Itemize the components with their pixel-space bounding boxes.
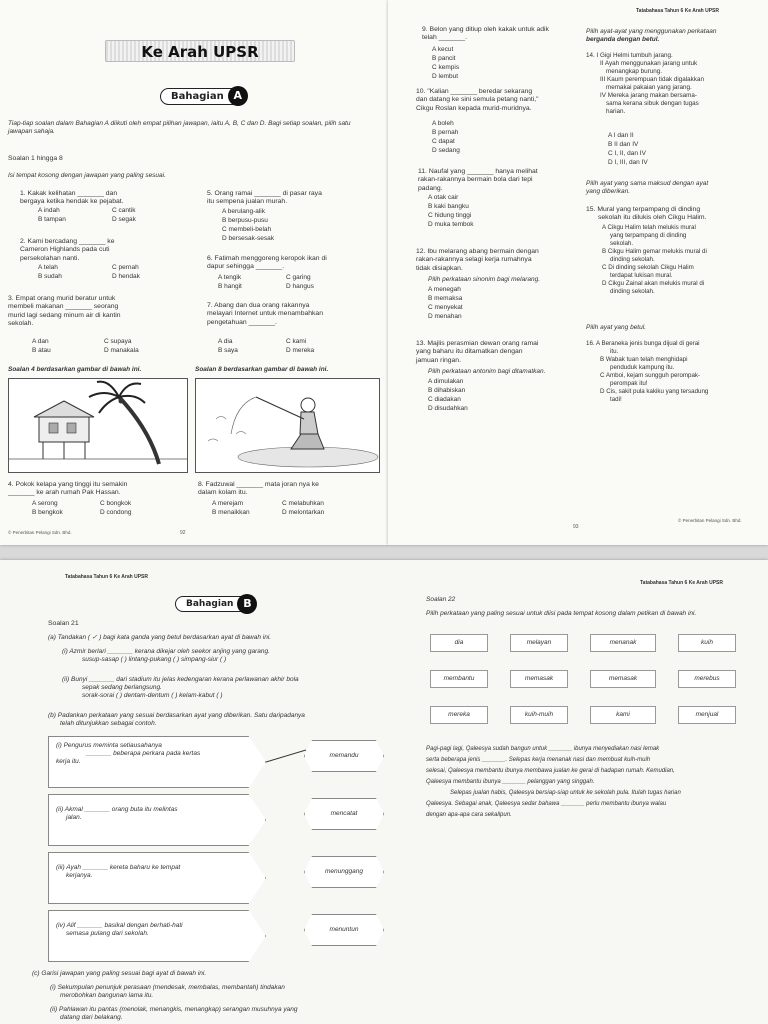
section-badge-a	[160, 88, 247, 105]
question-5: 5. Orang ramai _______ di pasar raya itu sempena jualan murah.	[207, 190, 322, 206]
option[interactable]: A dan	[32, 338, 49, 345]
option[interactable]: B pernah	[432, 129, 459, 136]
publisher-footer: © Penerbitan Pelangi Sdn. Bhd.	[678, 518, 742, 523]
publisher-footer: © Penerbitan Pelangi Sdn. Bhd.	[8, 530, 72, 535]
section-letter: A	[228, 86, 248, 106]
option[interactable]: A merejam	[212, 500, 244, 507]
part-c-item-i[interactable]: (i) Sekumpulan penunjuk perasaan (mendesak, membalas, membantah) tindakan merobohkan bangunan lama itu.	[50, 984, 285, 999]
house-coconut-tree-image	[8, 378, 188, 473]
part-b-instruction: (b) Padankan perkataan yang sesuai berdasarkan ayat yang diberikan. Satu daripadanya telah ditunjukkan sebagai contoh.	[48, 712, 305, 727]
word-box[interactable]: kuih	[678, 634, 736, 652]
option[interactable]: B saya	[218, 347, 238, 354]
option[interactable]: C dapat	[432, 138, 455, 145]
option[interactable]: D bersesak-sesak	[222, 235, 275, 242]
question-7: 7. Abang dan dua orang rakannya melayari Internet untuk menambahkan pengetahuan _______.	[207, 302, 323, 326]
question-11: 11. Naufal yang _______ hanya melihat rakan-rakannya bermain bola dari tepi padang.	[418, 168, 538, 192]
section-intro: Tiap-tiap soalan dalam Bahagian A diikuti oleh empat pilihan jawapan, iaitu A, B, C dan D. Bagi setiap soalan, pilih satu jawapan sahaja.	[8, 120, 351, 135]
soalan-range: Soalan 1 hingga 8	[8, 155, 63, 162]
running-header: Tatabahasa Tahun 6 Ke Arah UPSR	[636, 8, 719, 14]
question-13-instruction: Pilih perkataan antonim bagi ditamatkan.	[428, 368, 546, 375]
question-13: 13. Majlis perasmian dewan orang ramai yang baharu itu ditamatkan dengan jamuan ringan.	[416, 340, 539, 364]
option[interactable]: D mereka	[286, 347, 315, 354]
part-a-instruction: (a) Tandakan ( ✓ ) bagi kata ganda yang betul berdasarkan ayat di bawah ini.	[48, 634, 272, 641]
option[interactable]: D muka tembok	[428, 221, 474, 228]
running-header-left: Tatabahasa Tahun 6 Ke Arah UPSR	[65, 574, 148, 580]
option[interactable]: A berulang-alik	[222, 208, 265, 215]
page-title: Ke Arah UPSR	[105, 40, 295, 62]
page-bahagian-b	[0, 560, 768, 1024]
soalan-22: Soalan 22	[426, 596, 456, 603]
part-a-item-i[interactable]: (i) Azmir berlari _______ kerana dikejar oleh seekor anjing yang garang. susup-sasap ( ) lintang-pukang ( ) simpang-siur ( )	[62, 648, 270, 663]
instruction-16: Pilih ayat yang betul.	[586, 324, 646, 331]
match-word-4-label: menuntun	[329, 926, 359, 933]
soalan-22-instruction: Pilih perkataan yang paling sesuai untuk diisi pada tempat kosong dalam petikan di bawah ini.	[426, 610, 697, 617]
option[interactable]: A dimulakan	[428, 378, 464, 385]
match-word-2-label: mencatat	[330, 810, 358, 817]
soalan-8-caption: Soalan 8 berdasarkan gambar di bawah ini.	[195, 366, 329, 373]
option[interactable]: A boleh	[432, 120, 454, 127]
passage: Pagi-pagi lagi, Qaleesya sudah bangun untuk _______ ibunya menyediakan nasi lemak serta beberapa jenis _______. Selepas kerja menanak nasi dan membuat kuih-muih selesai, Qaleesya membantu ibunya membawa jualan ke gerai di hadapan rumah. Kemudian, Qaleesya membantu ibunya _______ pelanggan yang singgah. Selepas jualan habis, Qaleesya bersiap-siap untuk ke sekolah pula. Itulah tugas harian Qaleesya. Sebagai anak, Qaleesya sedar bahawa _______ perlu membantu ibunya walau dengan apa-apa cara sekalipun.	[426, 746, 681, 818]
section-letter: B	[237, 594, 257, 614]
option[interactable]: B memaksa	[428, 295, 463, 302]
question-10: 10. "Kalian _______ beredar sekarang dan datang ke sini semula petang nanti," Cikgu Roslan kepada murid-muridnya.	[416, 88, 539, 112]
option[interactable]: D condong	[100, 509, 132, 516]
option[interactable]: D hangus	[286, 283, 314, 290]
question-12-instruction: Pilih perkataan sinonim bagi melarang.	[428, 276, 541, 283]
section-badge-b	[175, 596, 256, 612]
option[interactable]: A serong	[32, 500, 58, 507]
option[interactable]: A kecut	[432, 46, 454, 53]
option[interactable]: D disudahkan	[428, 405, 468, 412]
match-word-1-label: memandu	[329, 752, 359, 759]
instruction-14: Pilih ayat-ayat yang menggunakan perkataan berganda dengan betul.	[586, 28, 717, 43]
option[interactable]: D I, III, dan IV	[608, 159, 648, 166]
option[interactable]: B bengkok	[32, 509, 63, 516]
option[interactable]: C pernah	[112, 264, 139, 271]
option[interactable]: B pancit	[432, 55, 456, 62]
option[interactable]: B sudah	[38, 273, 62, 280]
option[interactable]: D menahan	[428, 313, 462, 320]
running-header-right: Tatabahasa Tahun 6 Ke Arah UPSR	[640, 580, 723, 586]
question-6: 6. Fatimah menggoreng keropok ikan di dapur sehingga _______.	[207, 255, 327, 271]
question-4: 4. Pokok kelapa yang tinggi itu semakin _______ ke arah rumah Pak Hassan.	[8, 481, 128, 497]
page-93	[388, 0, 768, 545]
soalan-4-caption: Soalan 4 berdasarkan gambar di bawah ini.	[8, 366, 142, 373]
option[interactable]: B berpusu-pusu	[222, 217, 268, 224]
word-box[interactable]: memasak	[510, 670, 568, 688]
question-9: 9. Belon yang ditiup oleh kakak untuk adik telah _______.	[422, 26, 549, 42]
option[interactable]: A indah	[38, 207, 60, 214]
option[interactable]: C cantik	[112, 207, 136, 214]
instruction-15: Pilih ayat yang sama maksud dengan ayat yang diberikan.	[586, 180, 709, 195]
option[interactable]: B menaikkan	[212, 509, 250, 516]
option[interactable]: C supaya	[104, 338, 132, 345]
page-92	[0, 0, 388, 545]
option[interactable]: C kempis	[432, 64, 460, 71]
word-box[interactable]: memasak	[590, 670, 656, 688]
word-box[interactable]: menanak	[590, 634, 656, 652]
example-connector	[266, 736, 306, 766]
option[interactable]: C hidung tinggi	[428, 212, 472, 219]
word-box[interactable]: menjual	[678, 706, 736, 724]
question-16[interactable]: 16. A Beraneka jenis bunga dijual di gerai itu. B Wabak tuan telah menghidapi penduduk kampung itu. C Amboi, kejam sungguh perompak- perompak itu! D Cis, sakit pula kakiku yang tersadung tadi!	[586, 340, 709, 403]
option[interactable]: A I dan II	[608, 132, 634, 139]
match-item-2-text: (ii) Akmal _______ orang buta itu melintas jalan.	[56, 806, 178, 821]
option[interactable]: A otak cair	[428, 194, 459, 201]
section-label: Bahagian	[186, 599, 234, 609]
option[interactable]: B hangit	[218, 283, 242, 290]
option[interactable]: C diadakan	[428, 396, 461, 403]
option[interactable]: D hendak	[112, 273, 140, 280]
option[interactable]: D segak	[112, 216, 136, 223]
option[interactable]: B II dan IV	[608, 141, 639, 148]
option[interactable]: D melontarkan	[282, 509, 325, 516]
option[interactable]: D sedang	[432, 147, 460, 154]
option[interactable]: B kaki bangku	[428, 203, 469, 210]
option[interactable]: A dia	[218, 338, 233, 345]
match-item-4-text: (iv) Alif _______ basikal dengan berhati-hati semasa pulang dari sekolah.	[56, 922, 183, 937]
soalan-21: Soalan 21	[48, 620, 79, 627]
match-item-3-text: (iii) Ayah _______ kereta baharu ke tempat kerjanya.	[56, 864, 181, 879]
page-number: 92	[180, 530, 186, 536]
instruction: Isi tempat kosong dengan jawapan yang paling sesuai.	[8, 172, 166, 179]
word-box[interactable]: merebus	[678, 670, 736, 688]
part-c-item-ii[interactable]: (ii) Pahlawan itu pantas (menolak, menangkis, menangkap) serangan musuhnya yang datang dari belakang.	[50, 1006, 298, 1021]
word-box[interactable]: dia	[430, 634, 488, 652]
fishing-boy-image	[195, 378, 380, 473]
word-box[interactable]: kuih-muih	[510, 706, 568, 724]
word-box[interactable]: mereka	[430, 706, 488, 724]
question-1: 1. Kakak kelihatan _______ dan bergaya ketika hendak ke pejabat.	[20, 190, 124, 206]
option[interactable]: C I, II, dan IV	[608, 150, 646, 157]
option[interactable]: A telah	[38, 264, 58, 271]
option[interactable]: A tengik	[218, 274, 242, 281]
match-item-1-text: (i) Pengurus meminta setiausahanya _______ beberapa perkara pada kertas kerja itu.	[56, 742, 201, 765]
option[interactable]: C bongkok	[100, 500, 132, 507]
match-word-3-label: menunggang	[325, 868, 363, 875]
question-15: 15. Mural yang terpampang di dinding sekolah itu dilukis oleh Cikgu Halim.	[586, 206, 707, 222]
part-a-item-ii[interactable]: (ii) Bunyi _______ dari stadium itu jelas kedengaran kerana perlawanan akhir bola sepak sedang berlangsung. sorak-sorai ( ) dentam-dentum ( ) kelam-kabut ( )	[62, 676, 299, 699]
option[interactable]: A menegah	[428, 286, 461, 293]
question-14: 14. I Gigi Helmi tumbuh jarang. II Ayah menggunakan jarang untuk menangkap burung. III Kaum perempuan tidak digalakkan memakai pakaian yang jarang. IV Mereka jarang makan bersama- sama kerana sibuk dengan tugas harian.	[586, 52, 704, 115]
option[interactable]: C membeli-belah	[222, 226, 272, 233]
option[interactable]: C melabuhkan	[282, 500, 324, 507]
option[interactable]: D manakala	[104, 347, 139, 354]
page-number: 93	[573, 524, 579, 530]
option[interactable]: B tampan	[38, 216, 66, 223]
option[interactable]: C kami	[286, 338, 307, 345]
word-box[interactable]: melayan	[510, 634, 568, 652]
word-box[interactable]: membantu	[430, 670, 488, 688]
option[interactable]: D lembut	[432, 73, 459, 80]
question-15-options[interactable]: A Cikgu Halim telah melukis mural yang terpampang di dinding sekolah. B Cikgu Halim gemar melukis mural di dinding sekolah. C Di dinding sekolah Cikgu Halim terdapat lukisan mural. D Cikgu Zainal akan melukis mural di dinding sekolah.	[602, 224, 707, 295]
question-3: 3. Empat orang murid beratur untuk membeli makanan _______ seorang murid lagi sedang minum air di kantin sekolah.	[8, 295, 121, 328]
option[interactable]: B atau	[32, 347, 51, 354]
section-label: Bahagian	[171, 91, 224, 102]
word-box[interactable]: kami	[590, 706, 656, 724]
option[interactable]: C garing	[286, 274, 311, 281]
option[interactable]: C menyekat	[428, 304, 463, 311]
question-8: 8. Fadzuwal _______ mata joran nya ke dalam kolam itu.	[198, 481, 319, 497]
option[interactable]: B dihabiskan	[428, 387, 466, 394]
question-2: 2. Kami bercadang _______ ke Cameron Highlands pada cuti persekolahan nanti.	[20, 238, 115, 262]
question-12: 12. Ibu melarang abang bermain dengan rakan-rakannya selagi kerja rumahnya tidak disiapkan.	[416, 248, 539, 272]
part-c-instruction: (c) Garisi jawapan yang paling sesuai bagi ayat di bawah ini.	[32, 970, 207, 977]
